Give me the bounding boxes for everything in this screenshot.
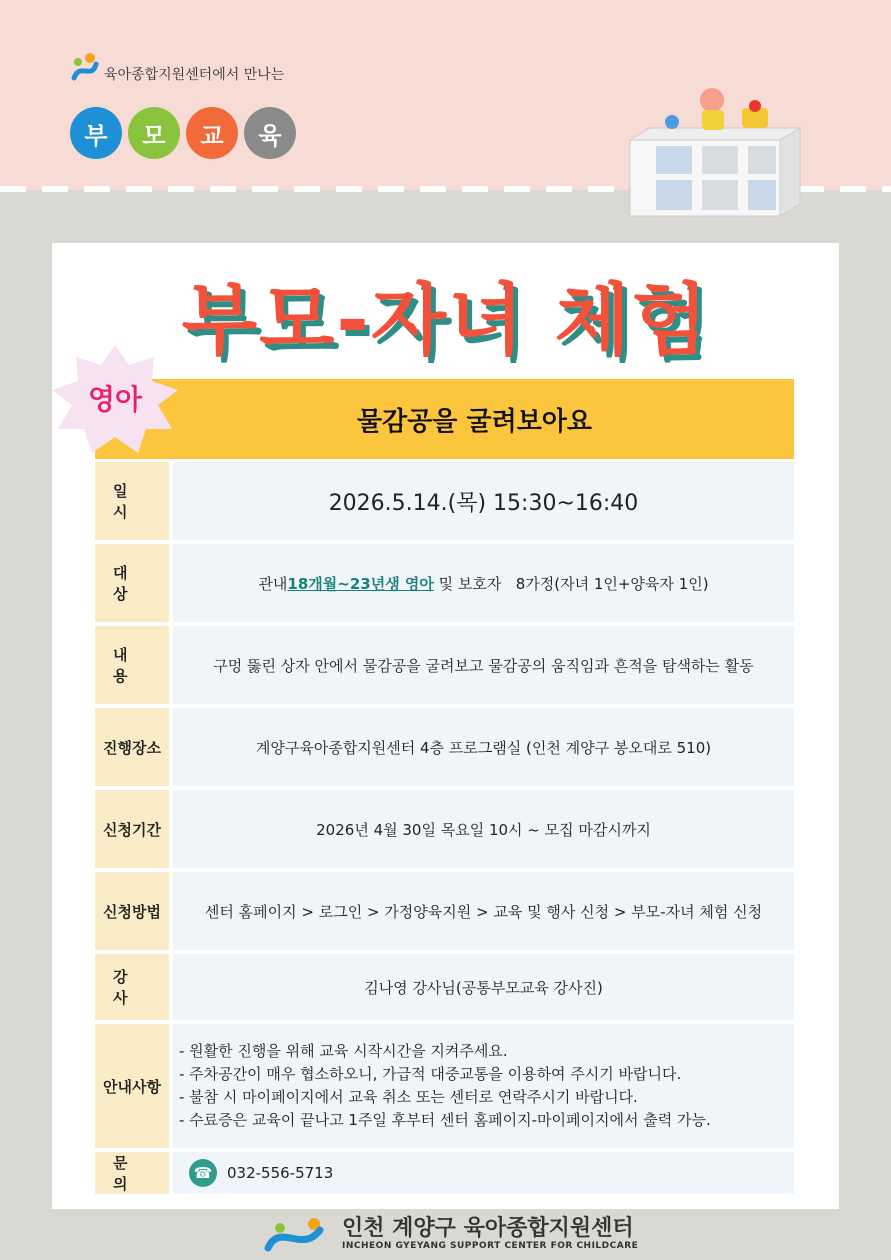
place-value: 계양구육아종합지원센터 4층 프로그램실 (인천 계양구 봉오대로 510) [173, 708, 794, 786]
row-label: 문 의 [95, 1152, 169, 1194]
contact-value [173, 1152, 794, 1194]
row-notice [95, 1024, 794, 1148]
date-value: 2026.5.14.(목) 15:30~16:40 [173, 462, 794, 540]
toy-shelf-illustration [620, 80, 810, 220]
notice-line: - 주차공간이 매우 협소하오니, 가급적 대중교통을 이용하여 주시기 바랍니다. [179, 1065, 682, 1083]
info-table [95, 462, 794, 1198]
footer-center-english: INCHEON GYEYANG SUPPORT CENTER FOR CHILDCARE [342, 1241, 639, 1251]
content-value: 구멍 뚫린 상자 안에서 물감공을 굴려보고 물감공의 움직임과 흔적을 탐색하는 활동 [173, 626, 794, 704]
circle-gyo: 교 [186, 107, 238, 159]
row-period [95, 790, 794, 868]
target-prefix: 관내 [258, 574, 288, 593]
row-label: 진행장소 [95, 708, 169, 786]
target-highlight: 18개월~23년생 영아 [287, 574, 434, 593]
row-content [95, 626, 794, 704]
row-method [95, 872, 794, 950]
row-instructor [95, 954, 794, 1020]
row-date [95, 462, 794, 540]
circle-yuk: 육 [244, 107, 296, 159]
circle-mo: 모 [128, 107, 180, 159]
program-circles [70, 107, 296, 159]
notice-line: - 원활한 진행을 위해 교육 시작시간을 지켜주세요. [179, 1042, 508, 1060]
footer-center-name: 인천 계양구 육아종합지원센터 [342, 1216, 634, 1241]
row-label: 신청방법 [95, 872, 169, 950]
target-value [173, 544, 794, 622]
row-label: 일 시 [95, 462, 169, 540]
row-label: 대 상 [95, 544, 169, 622]
row-place [95, 708, 794, 786]
center-logo-icon [262, 1214, 332, 1254]
row-contact [95, 1152, 794, 1194]
header-logo [70, 50, 284, 84]
phone-number[interactable]: 032-556-5713 [227, 1164, 334, 1182]
row-label: 강 사 [95, 954, 169, 1020]
phone-icon: ☎ [189, 1159, 217, 1187]
row-label: 안내사항 [95, 1024, 169, 1148]
circle-bu: 부 [70, 107, 122, 159]
notice-value [173, 1024, 794, 1148]
period-value: 2026년 4월 30일 목요일 10시 ~ 모집 마감시까지 [173, 790, 794, 868]
footer-logo [262, 1214, 638, 1254]
page-title: 부모-자녀 체험 [181, 276, 710, 366]
instructor-value: 김나영 강사님(공통부모교육 강사진) [173, 954, 794, 1020]
topic-title: 물감공을 굴려보아요 [356, 406, 593, 437]
header-subtitle: 육아종합지원센터에서 만나는 [104, 67, 285, 83]
target-suffix: 및 보호자 8가정(자녀 1인+양육자 1인) [433, 574, 709, 593]
age-badge: 영아 [87, 383, 143, 416]
notice-line: - 불참 시 마이페이지에서 교육 취소 또는 센터로 연락주시기 바랍니다. [179, 1088, 638, 1106]
row-target [95, 544, 794, 622]
method-value: 센터 홈페이지 > 로그인 > 가정양육지원 > 교육 및 행사 신청 > 부모-자녀 체험 신청 [173, 872, 794, 950]
notice-line: - 수료증은 교육이 끝나고 1주일 후부터 센터 홈페이지-마이페이지에서 출력 가능. [179, 1111, 711, 1129]
row-label: 내 용 [95, 626, 169, 704]
row-label: 신청기간 [95, 790, 169, 868]
center-logo-icon [70, 50, 100, 84]
topic-bar [95, 379, 794, 459]
